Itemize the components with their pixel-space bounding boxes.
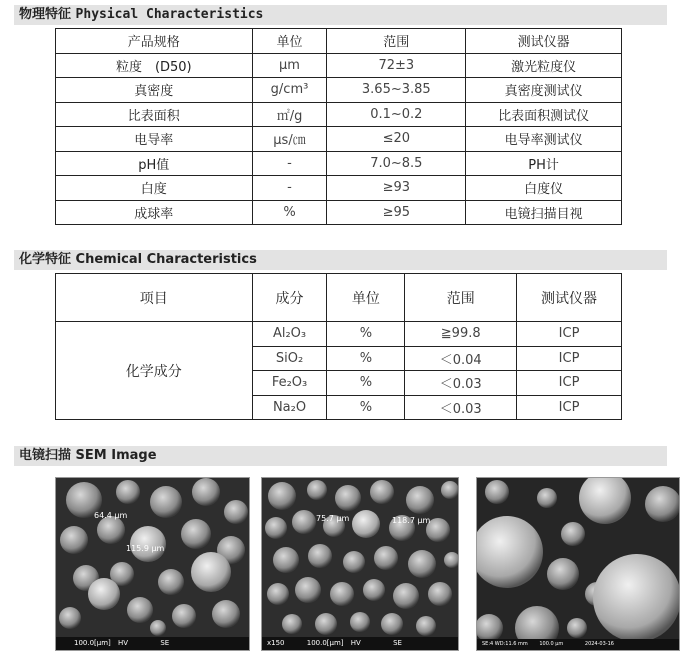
table-header-row xyxy=(56,274,622,322)
measure-label: 118.7 μm xyxy=(392,516,431,525)
instrument-cell: PH计 xyxy=(466,151,622,176)
item-cell: 化学成分 xyxy=(56,322,253,420)
component-cell: SiO₂ xyxy=(252,346,327,371)
scale-text: 100.0[μm] xyxy=(306,639,344,647)
date-text: 2024-03-16 xyxy=(584,641,614,647)
table-row xyxy=(56,322,622,347)
physical-section-header xyxy=(14,5,667,25)
sem-title-en: SEM Image xyxy=(75,448,157,463)
range-cell: ≥95 xyxy=(327,200,466,225)
unit-cell: % xyxy=(327,395,405,420)
instrument-cell: ICP xyxy=(517,371,622,396)
sem-micrograph-1 xyxy=(56,478,249,650)
unit-cell: μs/㎝ xyxy=(252,127,327,152)
hv-text: HV xyxy=(118,639,129,647)
mode-text: SE xyxy=(160,639,170,647)
unit-cell: % xyxy=(327,371,405,396)
table-row xyxy=(56,102,622,127)
range-cell: 3.65~3.85 xyxy=(327,78,466,103)
measure-label: 64.4 μm xyxy=(94,511,128,520)
hv-text: HV xyxy=(350,639,361,647)
info-text: SE:4 WD:11.6 mm xyxy=(482,641,528,647)
header-cell: 单位 xyxy=(252,29,327,54)
header-cell: 单位 xyxy=(327,274,405,322)
header-cell: 范围 xyxy=(405,274,517,322)
sem-image-3 xyxy=(476,477,680,651)
spec-cell: 比表面积 xyxy=(56,102,253,127)
instrument-cell: 激光粒度仪 xyxy=(466,53,622,78)
instrument-cell: 电镜扫描目视 xyxy=(466,200,622,225)
header-cell: 项目 xyxy=(56,274,253,322)
header-cell: 成分 xyxy=(252,274,327,322)
measure-label: 115.9 μm xyxy=(126,544,165,553)
table-header-row xyxy=(56,29,622,54)
physical-title-en: Physical Characteristics xyxy=(75,7,264,22)
range-cell: ＜0.03 xyxy=(405,371,517,396)
physical-title-cn: 物理特征 xyxy=(19,7,72,22)
instrument-cell: 白度仪 xyxy=(466,176,622,201)
unit-cell: μm xyxy=(252,53,327,78)
chemical-title-en: Chemical Characteristics xyxy=(75,252,257,267)
sem-info-bar xyxy=(56,637,249,650)
range-cell: ＜0.04 xyxy=(405,346,517,371)
table-row xyxy=(56,53,622,78)
spec-cell: 电导率 xyxy=(56,127,253,152)
sem-title-cn: 电镜扫描 xyxy=(19,448,72,463)
scale-text: 100.0 μm xyxy=(539,641,564,647)
component-cell: Al₂O₃ xyxy=(252,322,327,347)
sem-info-bar xyxy=(262,637,458,650)
range-cell: 72±3 xyxy=(327,53,466,78)
measure-label: 75.7 μm xyxy=(316,514,350,523)
unit-cell: g/cm³ xyxy=(252,78,327,103)
sem-info-bar xyxy=(477,639,679,650)
instrument-cell: 电导率测试仪 xyxy=(466,127,622,152)
spec-cell: 成球率 xyxy=(56,200,253,225)
chemical-table xyxy=(55,273,622,420)
table-row xyxy=(56,78,622,103)
range-cell: ≤20 xyxy=(327,127,466,152)
chemical-section-header xyxy=(14,250,667,270)
unit-cell: % xyxy=(327,346,405,371)
instrument-cell: 比表面积测试仪 xyxy=(466,102,622,127)
sem-section-header xyxy=(14,446,667,466)
header-cell: 产品规格 xyxy=(56,29,253,54)
scale-text: 100.0[μm] xyxy=(74,639,111,647)
instrument-cell: ICP xyxy=(517,322,622,347)
physical-table xyxy=(55,28,622,225)
range-cell: ≧99.8 xyxy=(405,322,517,347)
sem-micrograph-3 xyxy=(477,478,679,650)
unit-cell: - xyxy=(252,151,327,176)
range-cell: 0.1~0.2 xyxy=(327,102,466,127)
unit-cell: % xyxy=(327,322,405,347)
instrument-cell: ICP xyxy=(517,395,622,420)
table-row xyxy=(56,151,622,176)
range-cell: ＜0.03 xyxy=(405,395,517,420)
instrument-cell: ICP xyxy=(517,346,622,371)
magnification-text: x150 xyxy=(267,639,285,647)
table-row xyxy=(56,176,622,201)
spec-cell: 真密度 xyxy=(56,78,253,103)
chemical-title-cn: 化学特征 xyxy=(19,252,72,267)
header-cell: 范围 xyxy=(327,29,466,54)
spec-cell: 白度 xyxy=(56,176,253,201)
header-cell: 测试仪器 xyxy=(517,274,622,322)
spec-cell: pH值 xyxy=(56,151,253,176)
component-cell: Fe₂O₃ xyxy=(252,371,327,396)
header-cell: 测试仪器 xyxy=(466,29,622,54)
range-cell: ≥93 xyxy=(327,176,466,201)
table-row xyxy=(56,200,622,225)
unit-cell: ㎡/g xyxy=(252,102,327,127)
sem-image-1 xyxy=(55,477,250,651)
instrument-cell: 真密度测试仪 xyxy=(466,78,622,103)
mode-text: SE xyxy=(393,639,402,647)
component-cell: Na₂O xyxy=(252,395,327,420)
table-row xyxy=(56,127,622,152)
unit-cell: - xyxy=(252,176,327,201)
spec-cell: 粒度 (D50) xyxy=(56,53,253,78)
range-cell: 7.0~8.5 xyxy=(327,151,466,176)
unit-cell: % xyxy=(252,200,327,225)
sem-image-2 xyxy=(261,477,459,651)
sem-micrograph-2 xyxy=(262,478,458,650)
